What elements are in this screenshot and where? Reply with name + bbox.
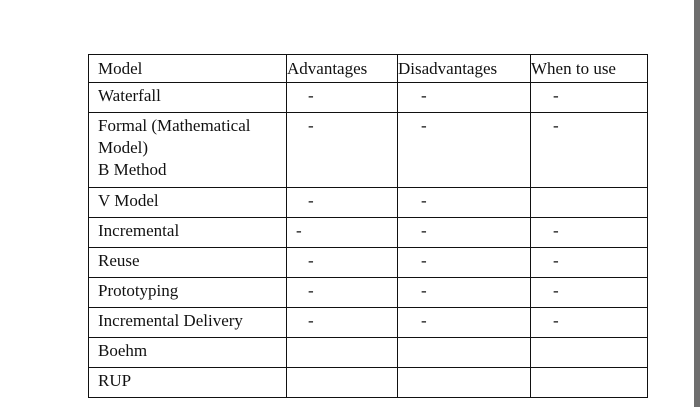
cell-model: Incremental Delivery: [89, 308, 287, 338]
header-advantages: Advantages: [287, 55, 398, 83]
cell-advantages-text: -: [308, 191, 314, 210]
cell-model: Waterfall: [89, 83, 287, 113]
cell-when: [531, 248, 648, 278]
cell-when: [531, 308, 648, 338]
cell-disadvantages: [398, 113, 531, 188]
table-body: [89, 83, 648, 398]
cell-when: [531, 83, 648, 113]
cell-when: [531, 188, 648, 218]
cell-when-text: [531, 188, 647, 190]
cell-advantages-text: -: [308, 311, 314, 330]
cell-when: [531, 338, 648, 368]
table-row: [89, 338, 648, 368]
cell-model: V Model: [89, 188, 287, 218]
cell-disadvantages: [398, 83, 531, 113]
table-header-row: [89, 55, 648, 83]
cell-when-text: [531, 368, 647, 370]
cell-advantages: [287, 188, 398, 218]
cell-disadvantages: [398, 308, 531, 338]
models-table: [88, 54, 648, 398]
cell-advantages: [287, 248, 398, 278]
table-row: [89, 113, 648, 188]
header-model: Model: [89, 55, 287, 83]
cell-when-text: -: [553, 221, 559, 240]
cell-advantages-text: -: [308, 281, 314, 300]
cell-model: Boehm: [89, 338, 287, 368]
cell-advantages-text: -: [296, 221, 302, 240]
cell-disadvantages-text: -: [421, 116, 427, 135]
cell-model: Incremental: [89, 218, 287, 248]
cell-disadvantages: [398, 188, 531, 218]
cell-disadvantages: [398, 338, 531, 368]
cell-model: Reuse: [89, 248, 287, 278]
header-disadvantages: Disadvantages: [398, 55, 531, 83]
cell-advantages: [287, 368, 398, 398]
cell-model: RUP: [89, 368, 287, 398]
cell-advantages: [287, 83, 398, 113]
cell-disadvantages-text: -: [421, 221, 427, 240]
cell-when: [531, 218, 648, 248]
cell-when-text: -: [553, 311, 559, 330]
cell-when-text: -: [553, 251, 559, 270]
cell-disadvantages-text: [398, 368, 530, 370]
cell-disadvantages-text: -: [421, 191, 427, 210]
cell-disadvantages: [398, 218, 531, 248]
cell-advantages: [287, 308, 398, 338]
table-row: [89, 368, 648, 398]
window-edge: [694, 0, 700, 407]
cell-when: [531, 113, 648, 188]
cell-when: [531, 368, 648, 398]
cell-advantages: [287, 278, 398, 308]
cell-disadvantages-text: -: [421, 281, 427, 300]
cell-when-text: -: [553, 281, 559, 300]
cell-when: [531, 278, 648, 308]
cell-disadvantages-text: -: [421, 251, 427, 270]
header-when-to-use: When to use: [531, 55, 648, 83]
table-row: [89, 83, 648, 113]
table-row: [89, 278, 648, 308]
cell-model: Formal (Mathematical Model) B Method: [89, 113, 287, 188]
cell-disadvantages-text: [398, 338, 530, 340]
cell-advantages: [287, 338, 398, 368]
table-row: [89, 308, 648, 338]
cell-disadvantages-text: -: [421, 311, 427, 330]
table-row: [89, 248, 648, 278]
cell-when-text: [531, 338, 647, 340]
cell-advantages-text: -: [308, 116, 314, 135]
table-row: [89, 188, 648, 218]
cell-disadvantages: [398, 278, 531, 308]
cell-disadvantages: [398, 368, 531, 398]
table-row: [89, 218, 648, 248]
cell-model: Prototyping: [89, 278, 287, 308]
cell-advantages-text: [287, 338, 397, 340]
cell-advantages: [287, 113, 398, 188]
cell-advantages-text: [287, 368, 397, 370]
cell-when-text: -: [553, 116, 559, 135]
cell-disadvantages-text: -: [421, 86, 427, 105]
cell-advantages: [287, 218, 398, 248]
cell-disadvantages: [398, 248, 531, 278]
cell-advantages-text: -: [308, 86, 314, 105]
cell-advantages-text: -: [308, 251, 314, 270]
cell-when-text: -: [553, 86, 559, 105]
